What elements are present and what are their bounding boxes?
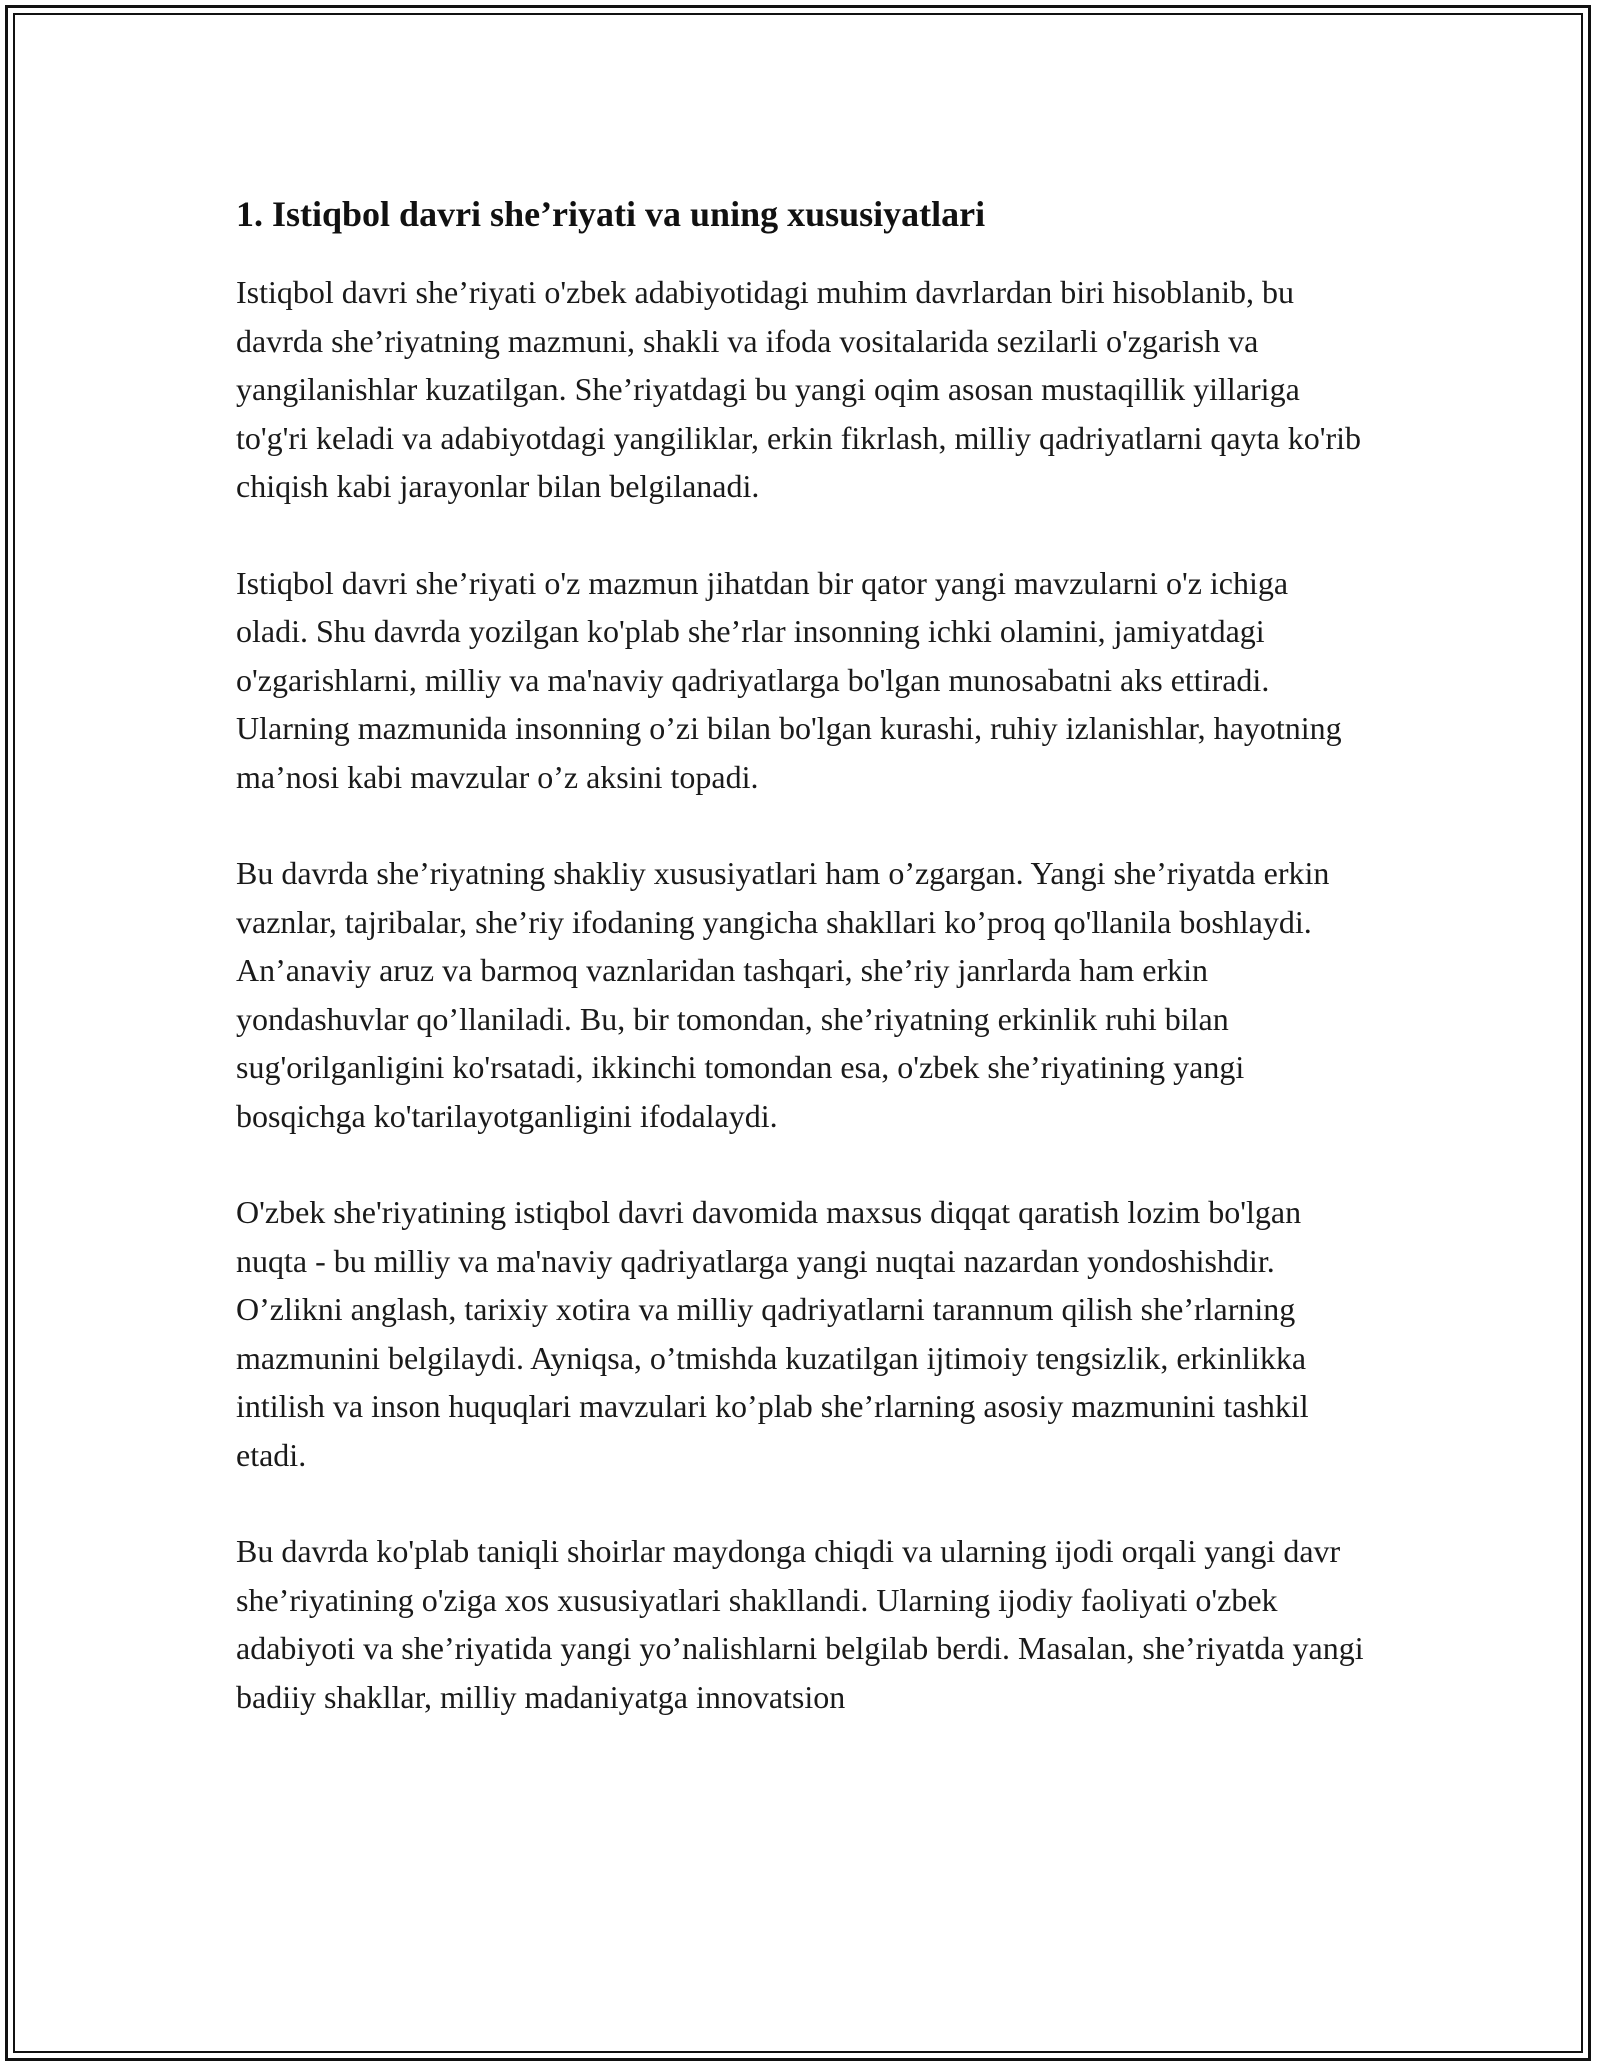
paragraph-2: Istiqbol davri she’riyati o'z mazmun jihatdan bir qator yangi mavzularni o'z ichiga oladi. Shu davrda yozilgan ko'plab she’rlar insonning ichki olamini, jamiyatdagi o'zgarishlarni, milliy va ma'naviy qadriyatlarga bo'lgan munosabatni aks ettiradi. Ularning mazmunida insonning o’zi bilan bo'lgan kurashi, ruhiy izlanishlar, hayotning ma’nosi kabi mavzular o’z aksini topadi. <box>236 564 1342 795</box>
document-body <box>236 186 1366 1769</box>
paragraph-3: Bu davrda she’riyatning shakliy xususiyatlari ham o’zgargan. Yangi she’riyatda erkin vaznlar, tajribalar, she’riy ifodaning yangicha shakllari ko’proq qo'llanila boshlaydi. An’anaviy aruz va barmoq vaznlaridan tashqari, she’riy janrlarda ham erkin yondashuvlar qo’llaniladi. Bu, bir tomondan, she’riyatning erkinlik ruhi bilan sug'orilganligini ko'rsatadi, ikkinchi tomondan esa, o'zbek she’riyatining yangi bosqichga ko'tarilayotganligini ifodalaydi. <box>236 855 1330 1134</box>
paragraph-4: O'zbek she'riyatining istiqbol davri davomida maxsus diqqat qaratish lozim bo'lgan nuqta - bu milliy va ma'naviy qadriyatlarga yangi nuqtai nazardan yondoshishdir. O’zlikni anglash, tarixiy xotira va milliy qadriyatlarni tarannum qilish she’rlarning mazmunini belgilaydi. Ayniqsa, o’tmishda kuzatilgan ijtimoiy tengsizlik, erkinlikka intilish va inson huquqlari mavzulari ko’plab she’rlarning asosiy mazmunini tashkil etadi. <box>236 1194 1309 1473</box>
paragraph-5: Bu davrda ko'plab taniqli shoirlar maydonga chiqdi va ularning ijodi orqali yangi davr she’riyatining o'ziga xos xususiyatlari shakllandi. Ularning ijodiy faoliyati o'zbek adabiyoti va she’riyatida yangi yo’nalishlarni belgilab berdi. Masalan, she’riyatda yangi badiiy shakllar, milliy madaniyatga innovatsion <box>236 1533 1364 1715</box>
section-heading: 1. Istiqbol davri she’riyati va uning xususiyatlari <box>236 194 986 234</box>
paragraph-1: Istiqbol davri she’riyati o'zbek adabiyotidagi muhim davrlardan biri hisoblanib, bu davrda she’riyatning mazmuni, shakli va ifoda vositalarida sezilarli o'zgarish va yangilanishlar kuzatilgan. She’riyatdagi bu yangi oqim asosan mustaqillik yillariga to'g'ri keladi va adabiyotdagi yangiliklar, erkin fikrlash, milliy qadriyatlarni qayta ko'rib chiqish kabi jarayonlar bilan belgilanadi. <box>236 274 1362 504</box>
